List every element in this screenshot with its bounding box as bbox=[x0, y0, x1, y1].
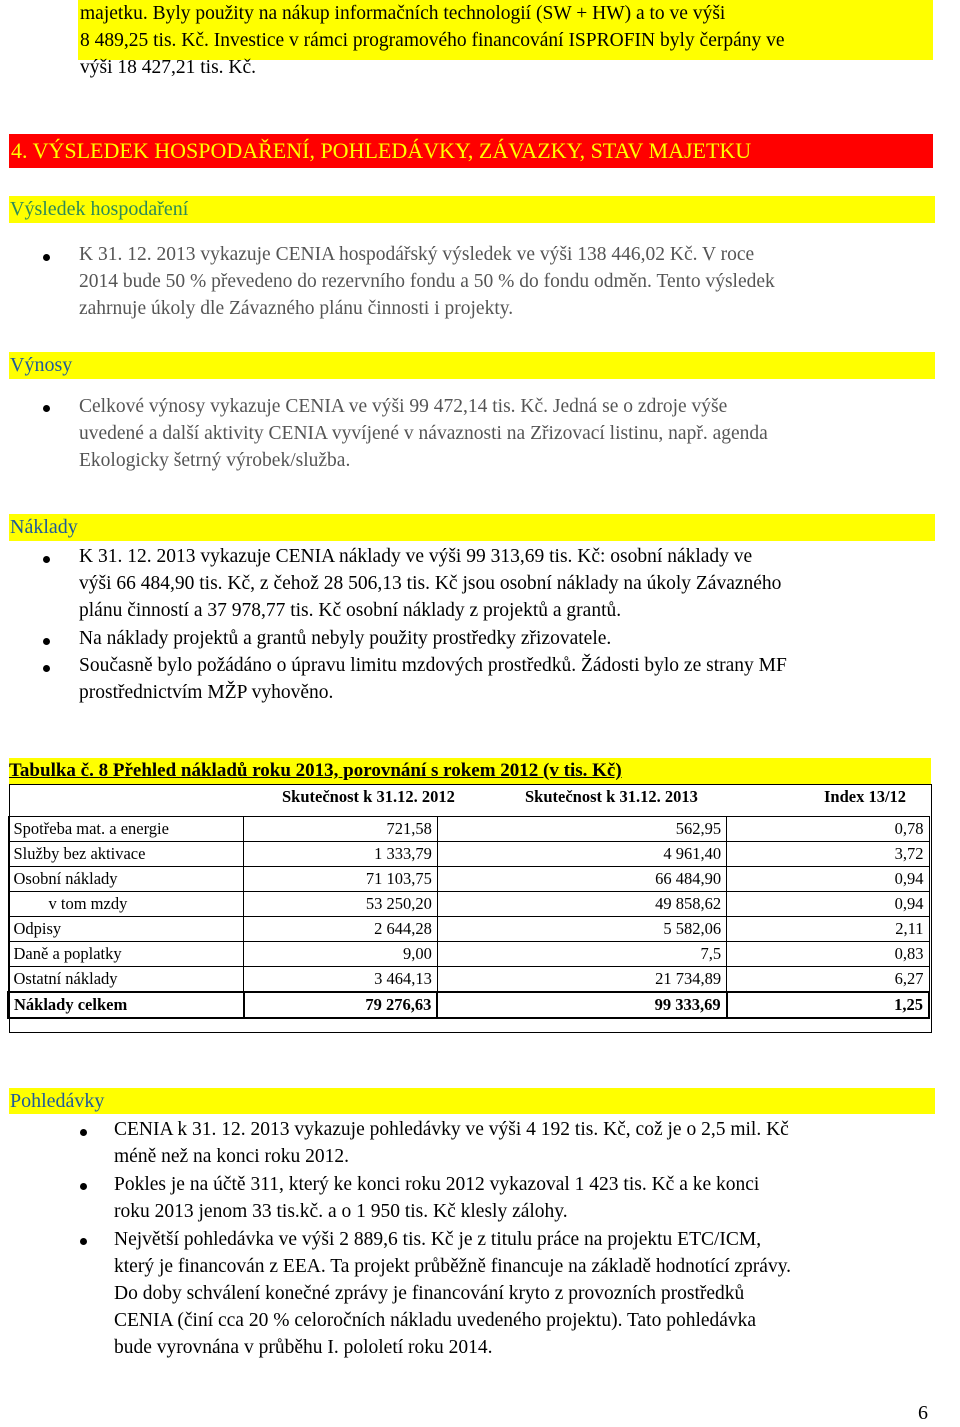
table-header-2013: Skutečnost k 31.12. 2013 bbox=[525, 787, 698, 806]
naklady-bullet-1 bbox=[79, 543, 932, 624]
text-line: 2014 bude 50 % převedeno do rezervního fondu a 50 % do fondu odměn. Tento výsledek bbox=[79, 271, 775, 292]
text-line: méně než na konci roku 2012. bbox=[114, 1146, 350, 1167]
row-label: Spotřeba mat. a energie bbox=[8, 817, 244, 842]
pohledavky-bullet-1 bbox=[114, 1116, 932, 1170]
row-label: Ostatní náklady bbox=[8, 967, 244, 993]
index-value: 0,78 bbox=[727, 817, 929, 842]
row-label: Náklady celkem bbox=[8, 992, 244, 1018]
text-line: který je financován z EEA. Ta projekt průběžně financuje na základě hodnotící zprávy. bbox=[114, 1256, 792, 1277]
index-value: 0,83 bbox=[727, 942, 929, 967]
naklady-bullet-2 bbox=[79, 625, 932, 652]
value-2013: 4 961,40 bbox=[437, 842, 726, 867]
value-2012: 2 644,28 bbox=[244, 917, 438, 942]
text-line: plánu činností a 37 978,77 tis. Kč osobní náklady z projektů a grantů. bbox=[79, 600, 622, 621]
value-2013: 562,95 bbox=[437, 817, 726, 842]
cost-table bbox=[7, 816, 930, 1019]
naklady-heading: Náklady bbox=[9, 514, 935, 541]
pohledavky-bullet-3 bbox=[114, 1226, 932, 1361]
text-line: CENIA (činí cca 20 % celoročních nákladu uvedeného projektu). Tato pohledávka bbox=[114, 1310, 757, 1331]
vynosy-heading: Výnosy bbox=[9, 352, 935, 379]
index-value: 3,72 bbox=[727, 842, 929, 867]
page-number: 6 bbox=[918, 1402, 928, 1424]
intro-line: 8 489,25 tis. Kč. Investice v rámci programového financování ISPROFIN byly čerpány ve bbox=[80, 30, 785, 51]
row-label: Osobní náklady bbox=[8, 867, 244, 892]
intro-line: výši 18 427,21 tis. Kč. bbox=[80, 57, 257, 78]
text-line: Ekologicky šetrný výrobek/služba. bbox=[79, 450, 351, 471]
row-label: Služby bez aktivace bbox=[8, 842, 244, 867]
vysledek-heading: Výsledek hospodaření bbox=[9, 196, 935, 223]
value-2013: 21 734,89 bbox=[437, 967, 726, 993]
text-line: K 31. 12. 2013 vykazuje CENIA náklady ve výši 99 313,69 tis. Kč: osobní náklady ve bbox=[79, 546, 753, 567]
table-row bbox=[8, 892, 929, 917]
value-2012: 79 276,63 bbox=[244, 992, 438, 1018]
index-value: 6,27 bbox=[727, 967, 929, 993]
naklady-bullet-3 bbox=[79, 652, 932, 706]
value-2012: 721,58 bbox=[244, 817, 438, 842]
vysledek-bullet-1 bbox=[79, 241, 932, 322]
value-2012: 53 250,20 bbox=[244, 892, 438, 917]
text-line: K 31. 12. 2013 vykazuje CENIA hospodářský výsledek ve výši 138 446,02 Kč. V roce bbox=[79, 244, 755, 265]
vynosy-bullet-1 bbox=[79, 393, 932, 474]
section-heading: 4. VÝSLEDEK HOSPODAŘENÍ, POHLEDÁVKY, ZÁVAZKY, STAV MAJETKU bbox=[9, 134, 933, 168]
row-label: v tom mzdy bbox=[8, 892, 244, 917]
bullet-icon bbox=[80, 1129, 87, 1136]
bullet-icon bbox=[43, 254, 50, 261]
intro-paragraph bbox=[80, 0, 932, 81]
text-line: zahrnuje úkoly dle Závazného plánu činnosti i projekty. bbox=[79, 298, 514, 319]
table-header-index: Index 13/12 bbox=[824, 787, 907, 806]
table-row bbox=[8, 917, 929, 942]
text-line: bude vyrovnána v průběhu I. pololetí roku 2014. bbox=[114, 1337, 493, 1358]
table-header-2012: Skutečnost k 31.12. 2012 bbox=[282, 787, 455, 806]
text-line: uvedené a další aktivity CENIA vyvíjené v návaznosti na Zřizovací listinu, např. agenda bbox=[79, 423, 768, 444]
value-2012: 9,00 bbox=[244, 942, 438, 967]
index-value: 0,94 bbox=[727, 892, 929, 917]
row-label: Daně a poplatky bbox=[8, 942, 244, 967]
text-line: Do doby schválení konečné zprávy je financování kryto z provozních prostředků bbox=[114, 1283, 745, 1304]
bullet-icon bbox=[43, 638, 50, 645]
bullet-icon bbox=[43, 556, 50, 563]
bullet-icon bbox=[43, 665, 50, 672]
table-row bbox=[8, 842, 929, 867]
text-line: prostřednictvím MŽP vyhověno. bbox=[79, 682, 334, 703]
text-line: Největší pohledávka ve výši 2 889,6 tis. Kč je z titulu práce na projektu ETC/ICM, bbox=[114, 1229, 762, 1250]
table-row bbox=[8, 942, 929, 967]
value-2012: 71 103,75 bbox=[244, 867, 438, 892]
text-line: Celkové výnosy vykazuje CENIA ve výši 99 472,14 tis. Kč. Jedná se o zdroje výše bbox=[79, 396, 728, 417]
text-line: Současně bylo požádáno o úpravu limitu mzdových prostředků. Žádosti bylo ze strany MF bbox=[79, 655, 787, 676]
table-row bbox=[8, 817, 929, 842]
pohledavky-heading: Pohledávky bbox=[9, 1088, 935, 1114]
value-2013: 5 582,06 bbox=[437, 917, 726, 942]
value-2013: 66 484,90 bbox=[437, 867, 726, 892]
bullet-icon bbox=[80, 1183, 87, 1190]
index-value: 1,25 bbox=[727, 992, 929, 1018]
value-2012: 3 464,13 bbox=[244, 967, 438, 993]
table-row bbox=[8, 967, 929, 993]
table-title: Tabulka č. 8 Přehled nákladů roku 2013, porovnání s rokem 2012 (v tis. Kč) bbox=[9, 760, 622, 781]
intro-line: majetku. Byly použity na nákup informačních technologií (SW + HW) a to ve výši bbox=[80, 3, 726, 24]
text-line: roku 2013 jenom 33 tis.kč. a o 1 950 tis. Kč klesly zálohy. bbox=[114, 1201, 568, 1222]
index-value: 0,94 bbox=[727, 867, 929, 892]
index-value: 2,11 bbox=[727, 917, 929, 942]
text-line: výši 66 484,90 tis. Kč, z čehož 28 506,13 tis. Kč jsou osobní náklady na úkoly Závazného bbox=[79, 573, 782, 594]
bullet-icon bbox=[80, 1238, 87, 1245]
value-2013: 7,5 bbox=[437, 942, 726, 967]
text-line: CENIA k 31. 12. 2013 vykazuje pohledávky ve výši 4 192 tis. Kč, což je o 2,5 mil. Kč bbox=[114, 1119, 789, 1140]
row-label: Odpisy bbox=[8, 917, 244, 942]
table-total-row bbox=[8, 992, 929, 1018]
value-2013: 49 858,62 bbox=[437, 892, 726, 917]
value-2012: 1 333,79 bbox=[244, 842, 438, 867]
table-row bbox=[8, 867, 929, 892]
bullet-icon bbox=[43, 405, 50, 412]
text-line: Na náklady projektů a grantů nebyly použity prostředky zřizovatele. bbox=[79, 628, 612, 649]
value-2013: 99 333,69 bbox=[437, 992, 726, 1018]
text-line: Pokles je na účtě 311, který ke konci roku 2012 vykazoval 1 423 tis. Kč a ke konci bbox=[114, 1174, 760, 1195]
pohledavky-bullet-2 bbox=[114, 1171, 932, 1225]
